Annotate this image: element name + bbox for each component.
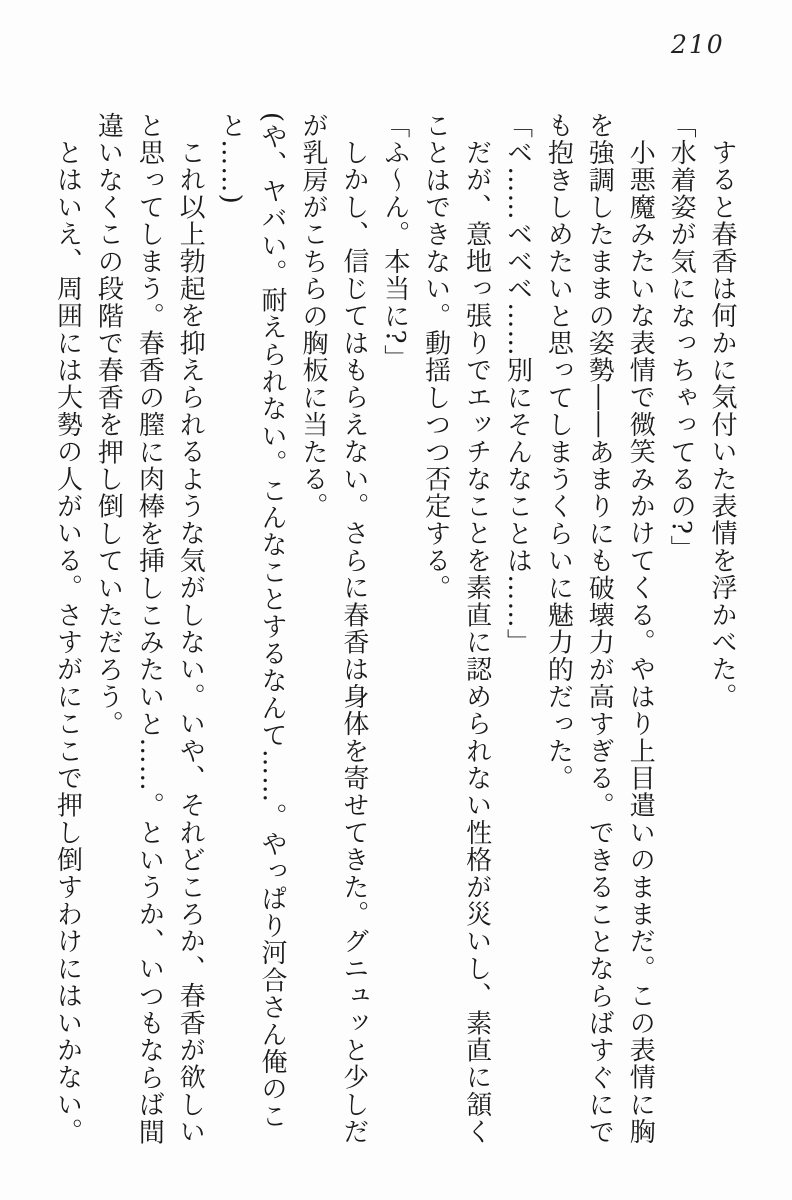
- page-number: 210: [671, 30, 725, 59]
- paragraph-dialogue-2: 「ベ……ベベベ……別にそんなことは……」: [502, 112, 533, 656]
- paragraph-dialogue-3: 「ふ〜ん。本当に?」: [379, 112, 410, 372]
- paragraph-narration-2: 小悪魔みたいな表情で微笑みかけてくる。やはり上目遣いのままだ。この表情に胸を強調したままの姿勢――あまりにも破壊力が高すぎる。できることならばすぐにでも抱きしめたいと思ってしまうくらいに魅力的だった。: [543, 112, 656, 1146]
- paragraph-dialogue-1: 「水着姿が気になっちゃってるの?」: [666, 112, 697, 563]
- vertical-text-block: [44, 112, 742, 1152]
- paragraph-narration-1: すると春香は何かに気付いた表情を浮かべた。: [707, 139, 737, 711]
- paragraph-narration-3: だが、意地っ張りでエッチなことを素直に認められない性格が災いし、素直に頷くことはできない。動揺しつつ否定する。: [420, 112, 492, 1146]
- paragraph-narration-4: しかし、信じてはもらえない。さらに春香は身体を寄せてきた。グニュッと少しだが乳房がこちらの胸板に当たる。: [297, 112, 369, 1146]
- paragraph-narration-5: これ以上勃起を抑えられるような気がしない。いや、それどころか、春香が欲しいと思ってしまう。春香の膣に肉棒を挿しこみたいと……。というか、いつもならば間違いなくこの段階で春香を押し倒していただろう。: [93, 112, 206, 1146]
- paragraph-narration-6: とはいえ、周囲には大勢の人がいる。さすがにここで押し倒すわけにはいかない。: [52, 139, 83, 1146]
- paragraph-inner-thought: (や、ヤバい。耐えられない。こんなことするなんて……。やっぱり河合さん俺のこと……): [216, 112, 288, 1130]
